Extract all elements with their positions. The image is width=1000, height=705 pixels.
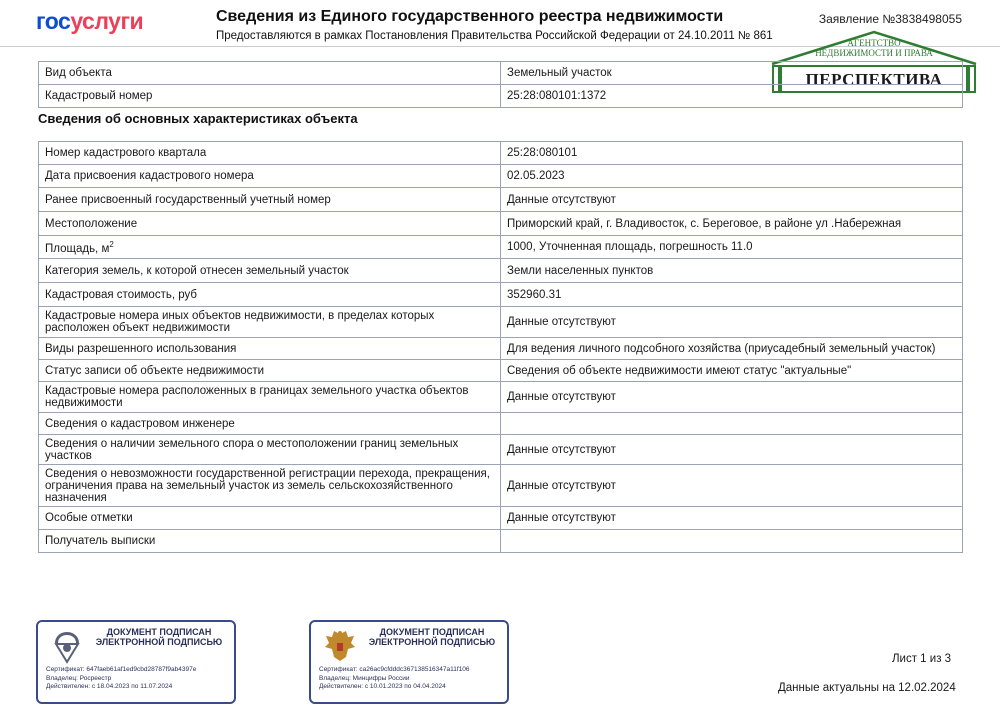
row-value: Данные отсутствуют bbox=[501, 188, 963, 212]
stamp-details bbox=[46, 666, 196, 692]
sheet-counter: Лист 1 из 3 bbox=[892, 653, 952, 665]
row-label: Дата присвоения кадастрового номера bbox=[39, 165, 501, 188]
section-title: Сведения об основных характеристиках объекта bbox=[38, 111, 358, 126]
table-row bbox=[39, 283, 963, 307]
table-row bbox=[39, 413, 963, 435]
table-row bbox=[39, 212, 963, 236]
logo-part-gos: гос bbox=[36, 8, 71, 34]
agency-tagline bbox=[768, 38, 980, 58]
table-row bbox=[39, 338, 963, 360]
table-row bbox=[39, 142, 963, 165]
row-value: Сведения об объекте недвижимости имеют статус "актуальные" bbox=[501, 360, 963, 382]
data-actual-date: Данные актуальны на 12.02.2024 bbox=[778, 682, 956, 694]
agency-line1: АГЕНТСТВО bbox=[847, 38, 901, 48]
row-label: Кадастровая стоимость, руб bbox=[39, 283, 501, 307]
row-value: 02.05.2023 bbox=[501, 165, 963, 188]
row-value: 352960.31 bbox=[501, 283, 963, 307]
certificate-number: Сертификат: ca26ac9cfdddc367138516347a11f106 bbox=[319, 666, 470, 673]
agency-name: ПЕРСПЕКТИВА bbox=[805, 70, 943, 89]
object-type-value: Земельный участок bbox=[501, 62, 963, 85]
application-number: Заявление №3838498055 bbox=[818, 12, 962, 26]
certificate-validity: Действителен: с 10.01.2023 по 04.04.2024 bbox=[319, 683, 446, 690]
row-value: Земли населенных пунктов bbox=[501, 259, 963, 283]
certificate-validity: Действителен: с 18.04.2023 по 11.07.2024 bbox=[46, 683, 173, 690]
row-label: Сведения о кадастровом инженере bbox=[39, 413, 501, 435]
stamp-details bbox=[319, 666, 470, 692]
row-value: 25:28:080101 bbox=[501, 142, 963, 165]
row-label: Виды разрешенного использования bbox=[39, 338, 501, 360]
row-label: Статус записи об объекте недвижимости bbox=[39, 360, 501, 382]
table-row bbox=[39, 236, 963, 259]
table-row bbox=[39, 360, 963, 382]
row-label: Ранее присвоенный государственный учетный номер bbox=[39, 188, 501, 212]
stamp-heading: ДОКУМЕНТ ПОДПИСАН ЭЛЕКТРОННОЙ ПОДПИСЬЮ bbox=[368, 627, 496, 647]
signature-stamp bbox=[36, 620, 236, 704]
page-subtitle: Предоставляются в рамках Постановления Правительства Российской Федерации от 24.10.2011 № 861 bbox=[216, 30, 773, 42]
row-value: Данные отсутствуют bbox=[501, 507, 963, 530]
table-row bbox=[39, 165, 963, 188]
row-label: Сведения о невозможности государственной регистрации перехода, прекращения, ограничения права на земельный участок из земель сельскохозяйственного назначения bbox=[39, 465, 501, 507]
row-value: Для ведения личного подсобного хозяйства (приусадебный земельный участок) bbox=[501, 338, 963, 360]
gosuslugi-logo bbox=[36, 8, 143, 35]
signature-stamp bbox=[309, 620, 509, 704]
certificate-owner: Владелец: Росреестр bbox=[46, 674, 112, 682]
row-value: Данные отсутствуют bbox=[501, 382, 963, 413]
cadastral-number-label: Кадастровый номер bbox=[39, 85, 501, 108]
row-label: Сведения о наличии земельного спора о местоположении границ земельных участков bbox=[39, 435, 501, 465]
table-row bbox=[39, 465, 963, 507]
row-value bbox=[501, 530, 963, 553]
table-row bbox=[39, 382, 963, 413]
row-value: Данные отсутствуют bbox=[501, 435, 963, 465]
rosreestr-emblem-icon bbox=[50, 628, 84, 664]
table-row bbox=[39, 62, 963, 85]
characteristics-table bbox=[38, 141, 963, 553]
table-row bbox=[39, 259, 963, 283]
table-row bbox=[39, 85, 963, 108]
row-label: Местоположение bbox=[39, 212, 501, 236]
row-label: Получатель выписки bbox=[39, 530, 501, 553]
row-label: Категория земель, к которой отнесен земельный участок bbox=[39, 259, 501, 283]
row-label: Номер кадастрового квартала bbox=[39, 142, 501, 165]
row-value: Приморский край, г. Владивосток, с. Береговое, в районе ул .Набережная bbox=[501, 212, 963, 236]
row-value: Данные отсутствуют bbox=[501, 307, 963, 338]
object-type-label: Вид объекта bbox=[39, 62, 501, 85]
logo-part-uslugi: услуги bbox=[70, 8, 144, 34]
object-table bbox=[38, 61, 963, 108]
table-row bbox=[39, 435, 963, 465]
row-value: Данные отсутствуют bbox=[501, 465, 963, 507]
certificate-owner: Владелец: Минцифры России bbox=[319, 674, 410, 682]
table-row bbox=[39, 507, 963, 530]
page-title: Сведения из Единого государственного реестра недвижимости bbox=[216, 8, 724, 25]
table-row bbox=[39, 188, 963, 212]
stamp-heading: ДОКУМЕНТ ПОДПИСАН ЭЛЕКТРОННОЙ ПОДПИСЬЮ bbox=[95, 627, 223, 647]
row-label: Площадь, $м^2$ bbox=[39, 236, 501, 259]
row-label: Кадастровые номера расположенных в границах земельного участка объектов недвижимости bbox=[39, 382, 501, 413]
row-label: Особые отметки bbox=[39, 507, 501, 530]
row-value bbox=[501, 413, 963, 435]
agency-line2: НЕДВИЖИМОСТИ И ПРАВА bbox=[815, 48, 933, 58]
table-row bbox=[39, 307, 963, 338]
cadastral-number-value: 25:28:080101:1372 bbox=[501, 85, 963, 108]
table-row bbox=[39, 530, 963, 553]
row-label: Кадастровые номера иных объектов недвижимости, в пределах которых расположен объект недвижимости bbox=[39, 307, 501, 338]
certificate-number: Сертификат: 647faeb61af1ed9cbd28787f9ab4397e bbox=[46, 666, 197, 673]
russian-coat-of-arms-icon bbox=[323, 628, 357, 664]
row-value: 1000, Уточненная площадь, погрешность 11.0 bbox=[501, 236, 963, 259]
